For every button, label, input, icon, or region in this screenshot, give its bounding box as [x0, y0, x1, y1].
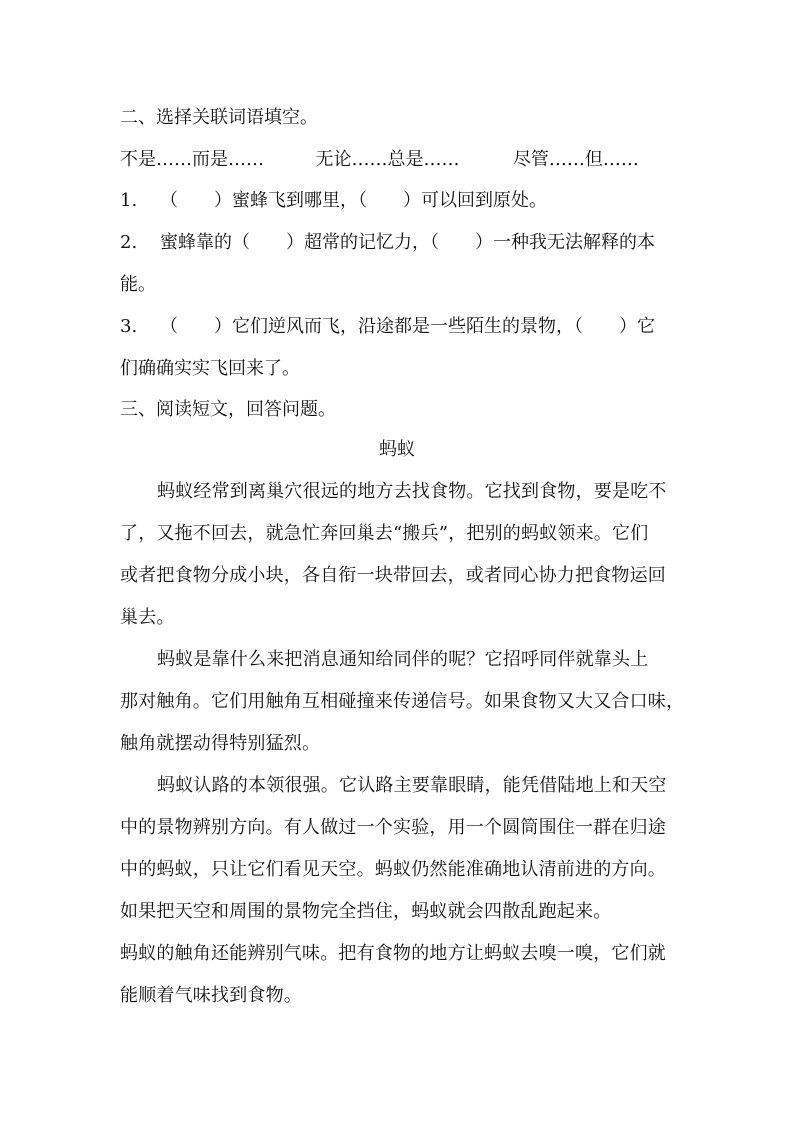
question-1-number: 1. [120, 190, 138, 211]
paragraph-1-line-3: 或者把食物分成小块，各自衔一块带回去，或者同心协力把食物运回 [120, 565, 666, 586]
connective-options [120, 148, 680, 172]
paragraph-1-line-2: 了，又拖不回去，就急忙奔回巢去“搬兵”，把别的蚂蚁领来。它们 [120, 523, 649, 544]
question-3-text: （ ）它们逆风而飞，沿途都是一些陌生的景物，（ ）它 [160, 316, 655, 337]
paragraph-3-line-3: 中的蚂蚁，只让它们看见天空。蚂蚁仍然能准确地认清前进的方向。 [120, 859, 666, 880]
question-2-text: 蜜蜂靠的（ ）超常的记忆力，（ ）一种我无法解释的本 [160, 232, 655, 253]
question-3 [120, 315, 680, 339]
question-1 [120, 189, 680, 213]
question-2-number: 2. [120, 232, 138, 253]
paragraph-3-line-1: 蚂蚁认路的本领很强。它认路主要靠眼睛，能凭借陆地上和天空 [157, 775, 667, 796]
question-3-continuation: 们确确实实飞回来了。 [120, 358, 300, 379]
question-2 [120, 231, 680, 255]
question-1-text: （ ）蜜蜂飞到哪里，（ ）可以回到原处。 [160, 190, 547, 211]
paragraph-4-line-1: 蚂蚁的触角还能辨别气味。把有食物的地方让蚂蚁去嗅一嗅，它们就 [120, 943, 666, 964]
paragraph-3-line-4: 如果把天空和周围的景物完全挡住，蚂蚁就会四散乱跑起来。 [120, 901, 612, 922]
question-3-number: 3. [120, 316, 138, 337]
question-2-continuation: 能。 [120, 274, 156, 295]
paragraph-3-line-2: 中的景物辨别方向。有人做过一个实验，用一个圆筒围住一群在归途 [120, 817, 666, 838]
option-3: 尽管……但…… [512, 149, 639, 170]
section-3-heading: 三、阅读短文，回答问题。 [120, 399, 336, 420]
paragraph-1-line-1: 蚂蚁经常到离巢穴很远的地方去找食物。它找到食物，要是吃不 [157, 481, 667, 502]
option-2: 无论……总是…… [315, 149, 460, 170]
paragraph-2-line-3: 触角就摆动得特别猛烈。 [120, 733, 321, 754]
option-1: 不是……而是…… [120, 149, 264, 170]
paragraph-1-line-4: 巢去。 [120, 607, 175, 628]
section-2-heading: 二、选择关联词语填空。 [120, 107, 318, 128]
paragraph-2-line-2: 那对触角。它们用触角互相碰撞来传递信号。如果食物又大又合口味， [120, 691, 685, 712]
paragraph-2-line-1: 蚂蚁是靠什么来把消息通知给同伴的呢？它招呼同伴就靠头上 [157, 649, 649, 670]
passage-title: 蚂蚁 [379, 439, 415, 460]
paragraph-4-line-2: 能顺着气味找到食物。 [120, 985, 302, 1006]
